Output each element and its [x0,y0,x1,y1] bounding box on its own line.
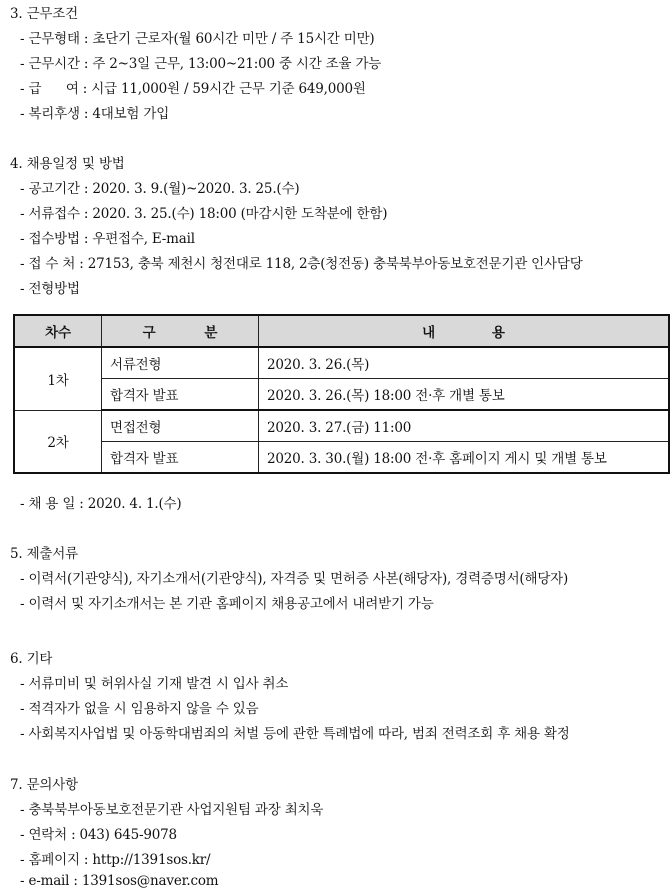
content-cell: 2020. 3. 26.(목) 18:00 전·후 개별 통보 [259,379,670,411]
category-cell: 서류전형 [102,347,259,379]
section-heading-work-conditions: 3. 근무조건 [10,6,78,22]
table-row [14,410,669,442]
table-row [14,442,669,474]
header-category: 구 분 [102,315,259,347]
table-row [14,379,669,411]
contact-homepage-item: - 홈페이지 : http://1391sos.kr/ [20,852,211,868]
category-cell: 합격자 발표 [102,442,259,474]
other-note-item: - 사회복지사업법 및 아동학대범죄의 처벌 등에 관한 특례법에 따라, 범죄 전력조회 후 채용 확정 [20,726,570,742]
other-note-item: - 적격자가 없을 시 임용하지 않을 수 있음 [20,701,259,717]
section-heading-contact: 7. 문의사항 [10,777,78,793]
table-header-row [14,315,669,347]
content-cell: 2020. 3. 26.(목) [259,347,670,379]
content-cell: 2020. 3. 27.(금) 11:00 [259,410,670,442]
other-note-item: - 서류미비 및 허위사실 기재 발견 시 입사 취소 [20,676,289,692]
posting-period-item: - 공고기간 : 2020. 3. 9.(월)~2020. 3. 25.(수) [20,181,300,197]
contact-email-item: - e-mail : 1391sos@naver.com [20,873,219,889]
category-cell: 합격자 발표 [102,379,259,411]
work-type-item: - 근무형태 : 초단기 근로자(월 60시간 미만 / 주 15시간 미만) [20,31,375,47]
table-row [14,347,669,379]
contact-person-item: - 충북북부아동보호전문기관 사업지원팀 과장 최치욱 [20,802,324,818]
category-cell: 면접전형 [102,410,259,442]
stage-cell: 1차 [14,347,102,410]
contact-phone-item: - 연락처 : 043) 645-9078 [20,827,177,843]
header-content: 내 용 [259,315,670,347]
work-hours-item: - 근무시간 : 주 2~3일 근무, 13:00~21:00 중 시간 조율 가능 [20,56,382,72]
selection-schedule-table [13,314,670,474]
required-documents-item: - 이력서(기관양식), 자기소개서(기관양식), 자격증 및 면허증 사본(해당자), 경력증명서(해당자) [20,571,569,587]
benefits-item: - 복리후생 : 4대보험 가입 [20,106,170,122]
download-forms-item: - 이력서 및 자기소개서는 본 기관 홈페이지 채용공고에서 내려받기 가능 [20,596,434,612]
hire-date-item: - 채 용 일 : 2020. 4. 1.(수) [20,496,182,512]
section-heading-other: 6. 기타 [10,651,53,667]
application-method-item: - 접수방법 : 우편접수, E-mail [20,231,195,247]
application-deadline-item: - 서류접수 : 2020. 3. 25.(수) 18:00 (마감시한 도착분에 한함) [20,206,388,222]
section-heading-documents: 5. 제출서류 [10,546,78,562]
stage-cell: 2차 [14,410,102,473]
selection-method-item: - 전형방법 [20,281,80,297]
salary-item: - 급 여 : 시급 11,000원 / 59시간 근무 기준 649,000원 [20,81,366,97]
header-stage: 차수 [14,315,102,347]
content-cell: 2020. 3. 30.(월) 18:00 전·후 홈페이지 게시 및 개별 통보 [259,442,670,474]
application-address-item: - 접 수 처 : 27153, 충북 제천시 청전대로 118, 2층(청전동) 충북북부아동보호전문기관 인사담당 [20,256,583,272]
section-heading-schedule: 4. 채용일정 및 방법 [10,156,125,172]
